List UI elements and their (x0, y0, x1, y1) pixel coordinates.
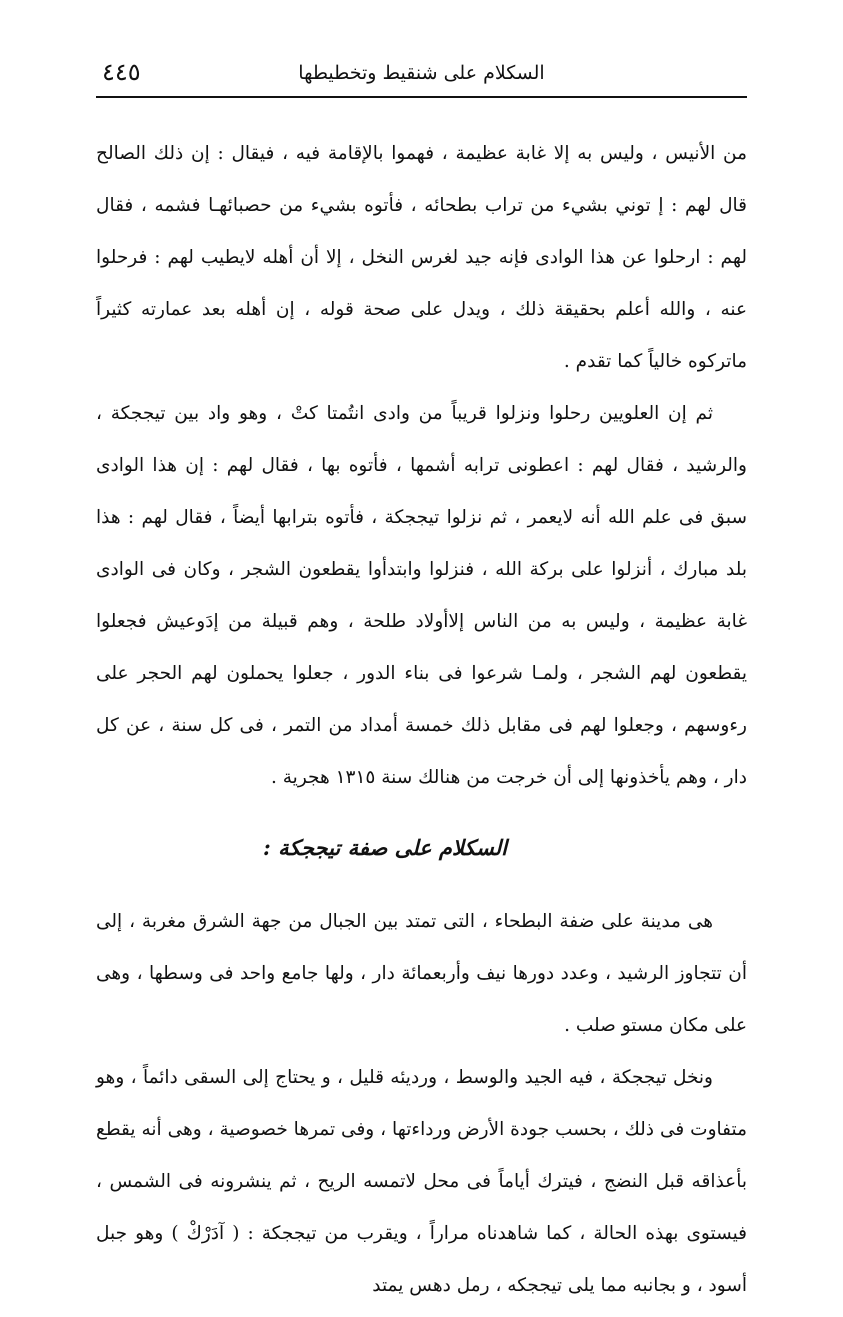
section-paragraph-2: ونخل تيججكة ، فيه الجيد والوسط ، ورديئه قليل ، و يحتاج إلى السقى دائماً ، وهو متفاوت فى ذلك ، بحسب جودة الأرض ورداءتها ، وفى تمرها خصوصية ، وهى أنه يقطع بأعذاقه قبل النضج ، فيترك أياماً فى محل لاتمسه الريح ، ثم ينشرونه فى الشمس ، فيستوى بهذه الحالة ، كما شاهدناه مراراً ، ويقرب من تيججكة : ( آدَرْكْ ) وهو جبل أسود ، و بجانبه مما يلى تيججكه ، رمل دهس يمتد (96, 1067, 747, 1296)
section-paragraph-1: هى مدينة على ضفة البطحاء ، التى تمتد بين الجبال من جهة الشرق مغربة ، إلى أن تتجاوز الرشيد ، وعدد دورها نيف وأربعمائة دار ، ولها جامع واحد فى وسطها ، وهى على مكان مستو صلب . (96, 911, 747, 1036)
body-text (96, 128, 747, 1312)
page-number: ٤٤٥ (102, 58, 141, 86)
section-heading: السكلام على صفة تيججكة : (263, 835, 507, 860)
header-rule (96, 96, 747, 98)
paragraph-1: من الأنيس ، وليس به إلا غابة عظيمة ، فهموا بالإقامة فيه ، فيقال : إن ذلك الصالح قال لهم : إ توني بشيء من تراب بطحائه ، فأتوه بشيء من حصبائهـا فشمه ، فقال لهم : ارحلوا عن هذا الوادى فإنه جيد لغرس النخل ، إلا أن أهله لايطيب لهم : فرحلوا عنه ، والله أعلم بحقيقة ذلك ، ويدل على صحة قوله ، إن أهله بعد عمارته كثيراً ماتركوه خالياً كما تقدم . (96, 143, 747, 372)
page-header (96, 56, 747, 98)
running-title: السكلام على شنقيط وتخطيطها (298, 62, 545, 84)
paragraph-2: ثم إن العلويين رحلوا ونزلوا قريباً من وادى انتُمتا كتْ ، وهو واد بين تيججكة ، والرشيد ، فقال لهم : اعطونى ترابه أشمها ، فأتوه بها ، فقال لهم : إن هذا الوادى سبق فى علم الله أنه لايعمر ، ثم نزلوا تيججكة ، فأتوه بترابها أيضاً ، فقال لهم : هذا بلد مبارك ، أنزلوا على بركة الله ، فنزلوا وابتدأوا يقطعون الشجر ، وكان فى الوادى غابة عظيمة ، وليس به من الناس إلاأولاد طلحة ، وهم قبيلة من إدَوعيش فجعلوا يقطعون لهم الشجر ، ولمـا شرعوا فى بناء الدور ، جعلوا يحملون لهم الحجر على رءوسهم ، وجعلوا لهم فى مقابل ذلك خمسة أمداد من التمر ، فى كل سنة ، عن كل دار ، وهم يأخذونها إلى أن خرجت من هنالك سنة ١٣١٥ هجرية . (96, 403, 747, 788)
